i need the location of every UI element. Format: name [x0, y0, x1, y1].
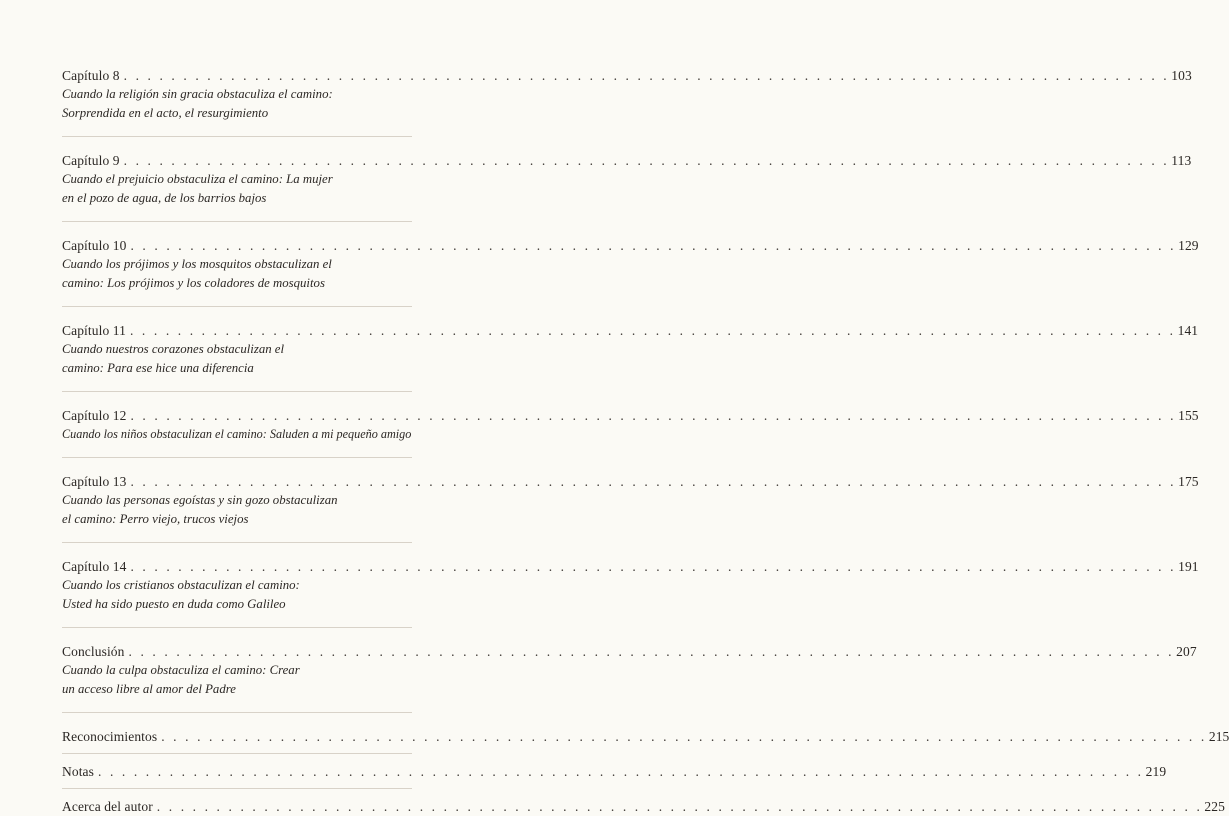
- page-number: 215: [1208, 729, 1229, 744]
- toc-row: [62, 557, 1199, 576]
- divider: [62, 753, 412, 754]
- chapter-subtitle: el camino: Perro viejo, trucos viejos: [62, 512, 249, 526]
- chapter-label: Capítulo 12: [62, 408, 127, 423]
- page-number: 191: [1178, 559, 1199, 574]
- toc-entry-chapter-11: [62, 321, 1199, 378]
- chapter-subtitle: camino: Para ese hice una diferencia: [62, 361, 254, 375]
- toc-row: [62, 66, 1192, 85]
- chapter-subtitle: Cuando la culpa obstaculiza el camino: Crear: [62, 663, 300, 677]
- toc-row: [62, 727, 1229, 746]
- toc-entry-about-author: [62, 797, 1225, 816]
- page-number: 225: [1204, 799, 1225, 814]
- toc-row: [62, 406, 1199, 425]
- toc-row: [62, 762, 1167, 781]
- divider: [62, 788, 412, 789]
- toc-row: [62, 797, 1225, 816]
- toc-row: [62, 642, 1197, 661]
- toc-entry-chapter-8: [62, 66, 1192, 123]
- dot-leader: . . . . . . . . . . . . . . . . . . . . . . . . . . . . . . . . . . . . . . . . . . . . . . . . . . . . . . . . . . . . . . . . . . . . . . . . . . . . . . . . . . . . . . . .: [123, 68, 1170, 83]
- page-number: 207: [1176, 644, 1197, 659]
- toc-entry-chapter-12: [62, 406, 1199, 444]
- dot-leader: . . . . . . . . . . . . . . . . . . . . . . . . . . . . . . . . . . . . . . . . . . . . . . . . . . . . . . . . . . . . . . . . . . . . . . . . . . . . . . . . . . . . . . . .: [128, 644, 1175, 659]
- toc-entry-notes: [62, 762, 1167, 781]
- chapter-subtitle: un acceso libre al amor del Padre: [62, 682, 236, 696]
- divider: [62, 221, 412, 222]
- chapter-subtitle: en el pozo de agua, de los barrios bajos: [62, 191, 267, 205]
- section-label: Notas: [62, 764, 94, 779]
- chapter-subtitle: Cuando los niños obstaculizan el camino: Saluden a mi pequeño amigo: [62, 427, 412, 441]
- dot-leader: . . . . . . . . . . . . . . . . . . . . . . . . . . . . . . . . . . . . . . . . . . . . . . . . . . . . . . . . . . . . . . . . . . . . . . . . . . . . . . . . . . . . . . . .: [129, 323, 1176, 338]
- toc-row: [62, 472, 1199, 491]
- page-number: 141: [1177, 323, 1199, 338]
- toc-entry-chapter-13: [62, 472, 1199, 529]
- dot-leader: . . . . . . . . . . . . . . . . . . . . . . . . . . . . . . . . . . . . . . . . . . . . . . . . . . . . . . . . . . . . . . . . . . . . . . . . . . . . . . . . . . . . . . . .: [156, 799, 1203, 814]
- toc-entry-conclusion: [62, 642, 1197, 699]
- chapter-subtitle: Cuando el prejuicio obstaculiza el camino: La mujer: [62, 172, 333, 186]
- divider: [62, 712, 412, 713]
- chapter-label: Capítulo 11: [62, 323, 126, 338]
- divider: [62, 457, 412, 458]
- chapter-subtitle: Cuando las personas egoístas y sin gozo obstaculizan: [62, 493, 338, 507]
- toc-row: [62, 151, 1192, 170]
- toc-entry-chapter-9: [62, 151, 1192, 208]
- chapter-label: Capítulo 8: [62, 68, 120, 83]
- chapter-label: Conclusión: [62, 644, 125, 659]
- divider: [62, 306, 412, 307]
- toc-entry-acknowledgments: [62, 727, 1229, 746]
- dot-leader: . . . . . . . . . . . . . . . . . . . . . . . . . . . . . . . . . . . . . . . . . . . . . . . . . . . . . . . . . . . . . . . . . . . . . . . . . . . . . . . . . . . . . . . .: [161, 729, 1207, 744]
- chapter-label: Capítulo 13: [62, 474, 127, 489]
- chapter-subtitle: Cuando los prójimos y los mosquitos obstaculizan el: [62, 257, 332, 271]
- dot-leader: . . . . . . . . . . . . . . . . . . . . . . . . . . . . . . . . . . . . . . . . . . . . . . . . . . . . . . . . . . . . . . . . . . . . . . . . . . . . . . . . . . . . . . . .: [98, 764, 1144, 779]
- dot-leader: . . . . . . . . . . . . . . . . . . . . . . . . . . . . . . . . . . . . . . . . . . . . . . . . . . . . . . . . . . . . . . . . . . . . . . . . . . . . . . . . . . . . . . . .: [130, 238, 1177, 253]
- page-number: 155: [1178, 408, 1199, 423]
- page-number: 113: [1171, 153, 1192, 168]
- table-of-contents: [62, 66, 1229, 816]
- chapter-subtitle: Sorprendida en el acto, el resurgimiento: [62, 106, 269, 120]
- toc-row: [62, 321, 1199, 340]
- section-label: Reconocimientos: [62, 729, 158, 744]
- toc-row: [62, 236, 1199, 255]
- divider: [62, 627, 412, 628]
- section-label: Acerca del autor: [62, 799, 153, 814]
- page-number: 219: [1145, 764, 1167, 779]
- toc-entry-chapter-10: [62, 236, 1199, 293]
- dot-leader: . . . . . . . . . . . . . . . . . . . . . . . . . . . . . . . . . . . . . . . . . . . . . . . . . . . . . . . . . . . . . . . . . . . . . . . . . . . . . . . . . . . . . . . .: [130, 559, 1177, 574]
- divider: [62, 542, 412, 543]
- chapter-subtitle: Cuando los cristianos obstaculizan el camino:: [62, 578, 300, 592]
- chapter-subtitle: camino: Los prójimos y los coladores de mosquitos: [62, 276, 325, 290]
- page-number: 175: [1178, 474, 1199, 489]
- chapter-label: Capítulo 9: [62, 153, 120, 168]
- chapter-subtitle: Cuando nuestros corazones obstaculizan el: [62, 342, 285, 356]
- divider: [62, 391, 412, 392]
- chapter-subtitle: Usted ha sido puesto en duda como Galileo: [62, 597, 286, 611]
- chapter-subtitle: Cuando la religión sin gracia obstaculiza el camino:: [62, 87, 333, 101]
- chapter-label: Capítulo 14: [62, 559, 127, 574]
- page-number: 129: [1178, 238, 1199, 253]
- page-number: 103: [1171, 68, 1192, 83]
- dot-leader: . . . . . . . . . . . . . . . . . . . . . . . . . . . . . . . . . . . . . . . . . . . . . . . . . . . . . . . . . . . . . . . . . . . . . . . . . . . . . . . . . . . . . . . .: [130, 408, 1177, 423]
- toc-entry-chapter-14: [62, 557, 1199, 614]
- divider: [62, 136, 412, 137]
- dot-leader: . . . . . . . . . . . . . . . . . . . . . . . . . . . . . . . . . . . . . . . . . . . . . . . . . . . . . . . . . . . . . . . . . . . . . . . . . . . . . . . . . . . . . . . .: [123, 153, 1170, 168]
- dot-leader: . . . . . . . . . . . . . . . . . . . . . . . . . . . . . . . . . . . . . . . . . . . . . . . . . . . . . . . . . . . . . . . . . . . . . . . . . . . . . . . . . . . . . . . .: [130, 474, 1177, 489]
- chapter-label: Capítulo 10: [62, 238, 127, 253]
